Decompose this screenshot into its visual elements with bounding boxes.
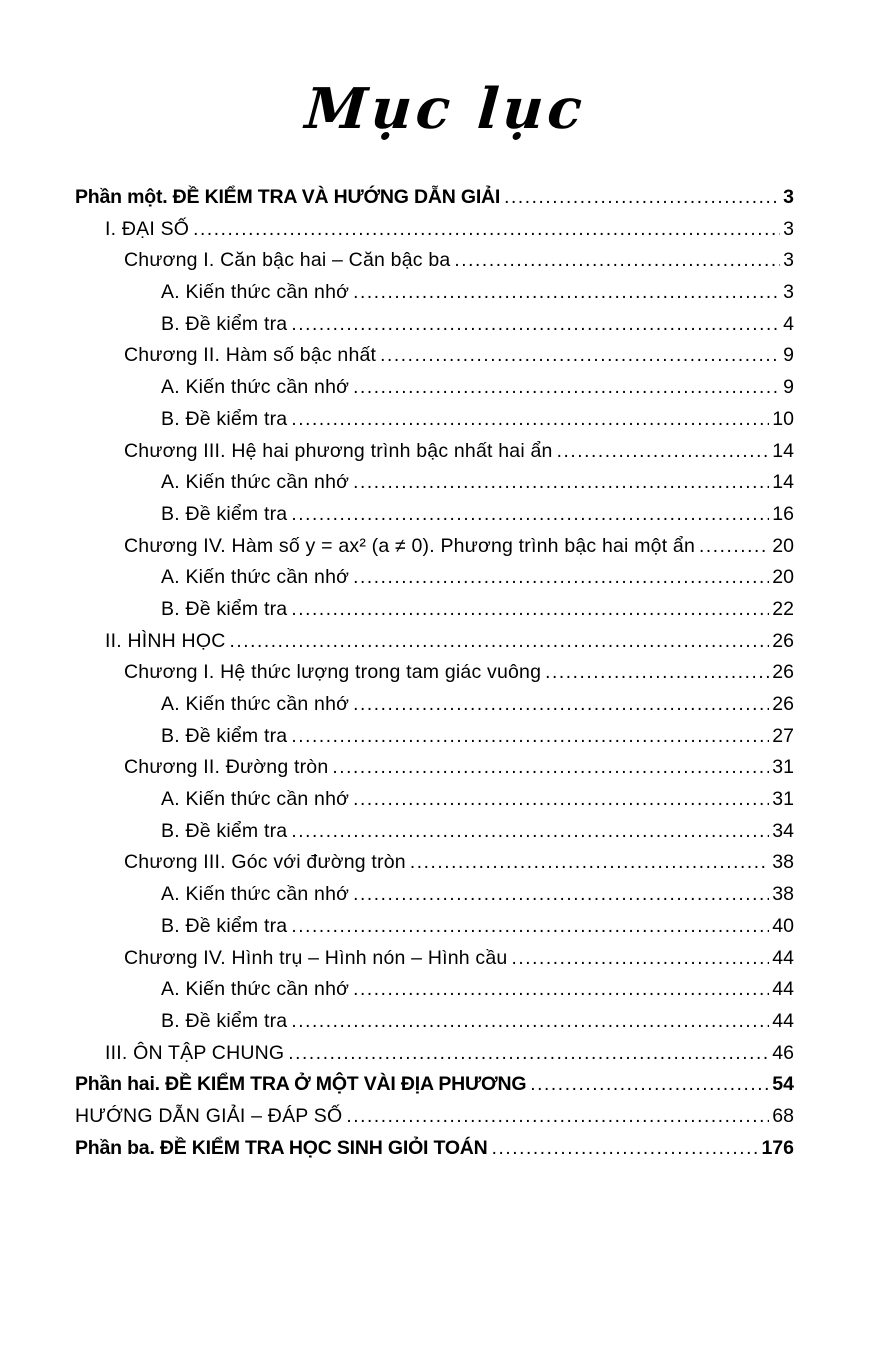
toc-dot-leader — [353, 377, 780, 399]
toc-entry-label: A. Kiến thức cần nhớ — [161, 566, 350, 589]
toc-dot-leader — [353, 694, 769, 716]
toc-dot-leader — [353, 979, 769, 1001]
toc-entry — [75, 376, 794, 408]
toc-entry-page: 3 — [783, 281, 794, 304]
toc-dot-leader — [291, 599, 769, 621]
toc-entry-label: B. Đề kiểm tra — [161, 502, 288, 525]
toc-entry-label: A. Kiến thức cần nhớ — [161, 788, 350, 811]
toc-entry — [75, 693, 794, 725]
toc-entry-page: 38 — [772, 851, 794, 874]
toc-entry-page: 44 — [772, 946, 794, 969]
toc-entry-label: Phần ba. ĐỀ KIỂM TRA HỌC SINH GIỎI TOÁN — [75, 1136, 488, 1159]
toc-entry — [75, 1105, 794, 1137]
toc-entry-label: Phần một. ĐỀ KIỂM TRA VÀ HƯỚNG DẪN GIẢI — [75, 186, 501, 208]
toc-entry-label: A. Kiến thức cần nhớ — [161, 693, 350, 715]
toc-entry-page: 22 — [772, 597, 794, 620]
toc-entry-page: 44 — [772, 1009, 794, 1032]
toc-entry — [75, 1042, 794, 1074]
toc-entry — [75, 851, 794, 883]
toc-dot-leader — [193, 219, 780, 241]
toc-entry-page: 20 — [772, 566, 794, 589]
toc-entry-page: 34 — [772, 819, 794, 842]
toc-entry-page: 31 — [772, 756, 794, 779]
toc-entry-label: I. ĐẠI SỐ — [105, 217, 190, 240]
toc-entry — [75, 503, 794, 535]
toc-entry-page: 10 — [772, 407, 794, 430]
toc-dot-leader — [291, 916, 769, 938]
toc-dot-leader — [291, 726, 769, 748]
toc-entry — [75, 1073, 794, 1105]
toc-entry-label: B. Đề kiểm tra — [161, 407, 288, 430]
toc-dot-leader — [353, 884, 769, 906]
toc-dot-leader — [530, 1074, 769, 1096]
toc-entry-page: 26 — [772, 661, 794, 684]
toc-entry-page: 46 — [772, 1041, 794, 1064]
toc-entry-page: 44 — [772, 978, 794, 1001]
toc-entry — [75, 408, 794, 440]
toc-entry-label: A. Kiến thức cần nhớ — [161, 883, 350, 906]
toc-dot-leader — [353, 282, 780, 304]
toc-entry-label: B. Đề kiểm tra — [161, 1009, 288, 1032]
toc-dot-leader — [291, 409, 769, 431]
toc-entry-label: HƯỚNG DẪN GIẢI – ĐÁP SỐ — [75, 1104, 343, 1127]
toc-entry-label: Chương III. Góc với đường tròn — [124, 851, 406, 874]
toc-entry-page: 31 — [772, 788, 794, 811]
toc-entry — [75, 978, 794, 1010]
toc-entry-page: 3 — [783, 217, 794, 240]
toc-entry-page: 14 — [772, 439, 794, 462]
toc-entry — [75, 661, 794, 693]
toc-dot-leader — [332, 757, 769, 779]
toc-dot-leader — [557, 441, 770, 463]
toc-entry-page: 68 — [772, 1104, 794, 1127]
toc-dot-leader — [699, 536, 769, 558]
page-title: Mục lục — [302, 76, 588, 142]
toc-entry-page: 26 — [772, 629, 794, 652]
toc-entry-label: Phần hai. ĐỀ KIỂM TRA Ở MỘT VÀI ĐỊA PHƯƠNG — [75, 1073, 527, 1096]
toc-entry — [75, 218, 794, 250]
toc-dot-leader — [454, 250, 780, 272]
toc-entry-label: A. Kiến thức cần nhớ — [161, 471, 350, 494]
toc-entry — [75, 756, 794, 788]
toc-entry-label: A. Kiến thức cần nhớ — [161, 376, 350, 399]
toc-entry — [75, 344, 794, 376]
toc-entry-page: 3 — [783, 186, 794, 208]
toc-entry — [75, 186, 794, 218]
toc-entry-page: 20 — [772, 534, 794, 557]
toc-entry — [75, 598, 794, 630]
toc-entry — [75, 281, 794, 313]
toc-entry — [75, 630, 794, 662]
toc-entry-page: 16 — [772, 502, 794, 525]
toc-entry-page: 9 — [783, 344, 794, 367]
toc-entry — [75, 788, 794, 820]
toc-entry-label: B. Đề kiểm tra — [161, 819, 288, 842]
toc-entry-page: 176 — [761, 1136, 794, 1159]
toc-entry — [75, 947, 794, 979]
toc-entry-label: B. Đề kiểm tra — [161, 597, 288, 620]
toc-entry-label: Chương II. Đường tròn — [124, 756, 329, 779]
toc-entry-label: II. HÌNH HỌC — [105, 629, 226, 652]
toc-entry-page: 27 — [772, 724, 794, 747]
toc-entry — [75, 883, 794, 915]
toc-entry-label: Chương I. Hệ thức lượng trong tam giác vuông — [124, 661, 542, 684]
toc-entry — [75, 471, 794, 503]
toc-dot-leader — [492, 1138, 759, 1160]
toc-entry-label: Chương I. Căn bậc hai – Căn bậc ba — [124, 249, 451, 272]
toc-dot-leader — [291, 314, 780, 336]
toc-entry-page: 4 — [783, 312, 794, 335]
toc-entry — [75, 725, 794, 757]
toc-dot-leader — [291, 504, 769, 526]
toc-dot-leader — [353, 472, 769, 494]
toc-entry-page: 3 — [783, 249, 794, 272]
toc-entry-label: Chương IV. Hàm số y = ax² (a ≠ 0). Phương trình bậc hai một ẩn — [124, 534, 696, 557]
toc-entry-label: III. ÔN TẬP CHUNG — [105, 1041, 285, 1064]
toc-entry-label: B. Đề kiểm tra — [161, 724, 288, 747]
toc-entry — [75, 566, 794, 598]
toc-dot-leader — [353, 567, 769, 589]
toc-entry-label: B. Đề kiểm tra — [161, 914, 288, 937]
toc-entry-page: 40 — [772, 914, 794, 937]
toc-entry — [75, 915, 794, 947]
toc-dot-leader — [230, 631, 770, 653]
toc-dot-leader — [410, 852, 769, 874]
toc-entry — [75, 535, 794, 567]
toc-entry — [75, 249, 794, 281]
toc-entry — [75, 820, 794, 852]
toc-entry — [75, 440, 794, 472]
toc-entry-label: Chương II. Hàm số bậc nhất — [124, 344, 377, 367]
toc-entry — [75, 313, 794, 345]
toc-dot-leader — [353, 789, 769, 811]
toc-dot-leader — [511, 948, 769, 970]
toc-dot-leader — [504, 187, 780, 209]
toc-list — [75, 186, 794, 1168]
toc-dot-leader — [346, 1106, 769, 1128]
toc-dot-leader — [288, 1043, 769, 1065]
toc-entry-page: 9 — [783, 376, 794, 399]
toc-entry-page: 54 — [772, 1073, 794, 1096]
toc-dot-leader — [545, 662, 769, 684]
toc-entry-page: 14 — [772, 471, 794, 494]
toc-entry-label: B. Đề kiểm tra — [161, 312, 288, 335]
toc-entry — [75, 1010, 794, 1042]
toc-dot-leader — [291, 1011, 769, 1033]
toc-entry-page: 38 — [772, 883, 794, 906]
toc-entry-label: A. Kiến thức cần nhớ — [161, 281, 350, 304]
toc-dot-leader — [291, 821, 769, 843]
toc-entry-page: 26 — [772, 693, 794, 715]
toc-entry-label: A. Kiến thức cần nhớ — [161, 978, 350, 1001]
toc-entry-label: Chương IV. Hình trụ – Hình nón – Hình cầu — [124, 946, 508, 969]
toc-dot-leader — [380, 345, 780, 367]
toc-entry-label: Chương III. Hệ hai phương trình bậc nhất hai ẩn — [124, 439, 553, 462]
toc-entry — [75, 1137, 794, 1169]
